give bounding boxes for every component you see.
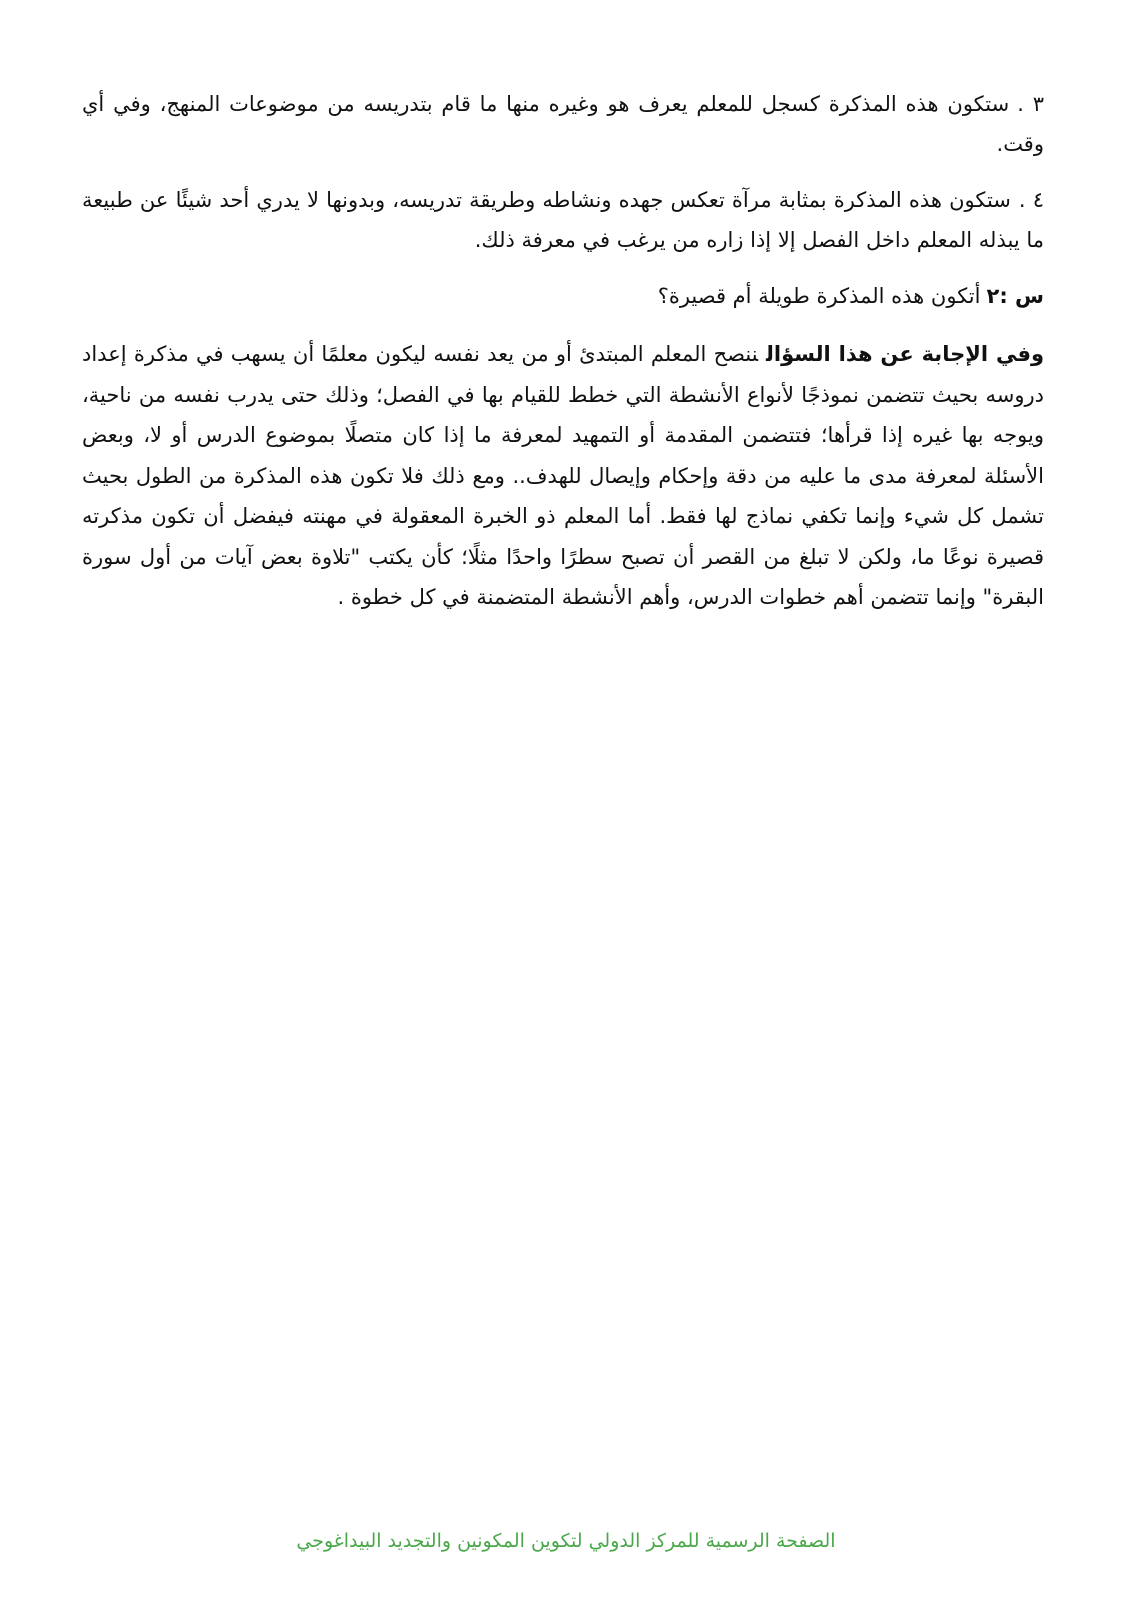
numbered-point-3 [82, 84, 1044, 164]
answer-paragraph [82, 334, 1044, 618]
question-text: أتكون هذه المذكرة طويلة أم قصيرة؟ [657, 284, 981, 308]
question-label: س :٢ [986, 284, 1044, 308]
point-text: ستكون هذه المذكرة بمثابة مرآة تعكس جهده ونشاطه وطريقة تدريسه، وبدونها لا يدري أحد شيئًا عن طبيعة ما يبذله المعلم داخل الفصل إلا إذا زاره من يرغب في معرفة ذلك. [82, 188, 1044, 252]
answer-lead: وفي الإجابة عن هذا السؤال [766, 342, 1044, 366]
point-text: ستكون هذه المذكرة كسجل للمعلم يعرف هو وغيره منها ما قام بتدريسه من موضوعات المنهج، وفي أي وقت. [82, 92, 1044, 156]
page-footer: الصفحة الرسمية للمركز الدولي لتكوين المكونين والتجديد البيداغوجي [296, 1530, 836, 1552]
document-body [82, 84, 1044, 618]
question-heading [82, 276, 1044, 316]
point-number: ٤ . [1018, 188, 1044, 212]
answer-text: ننصح المعلم المبتدئ أو من يعد نفسه ليكون معلمًا أن يسهب في مذكرة إعداد دروسه بحيث تتضمن نموذجًا لأنواع الأنشطة التي خطط للقيام بها في الفصل؛ وذلك حتى يدرب نفسه من ناحية، ويوجه بها غيره إذا قرأها؛ فتتضمن المقدمة أو التمهيد لمعرفة ما إذا كان متصلًا بموضوع الدرس أو لا، وبعض الأسئلة لمعرفة مدى ما عليه من دقة وإحكام وإيصال للهدف.. ومع ذلك فلا تكون هذه المذكرة من الطول بحيث تشمل كل شيء وإنما تكفي نماذج لها فقط. أما المعلم ذو الخبرة المعقولة في مهنته فيفضل أن تكون مذكرته قصيرة نوعًا ما، ولكن لا تبلغ من القصر أن تصبح سطرًا واحدًا مثلًا؛ كأن يكتب "تلاوة بعض آيات من أول سورة البقرة" وإنما تتضمن أهم خطوات الدرس، وأهم الأنشطة المتضمنة في كل خطوة . [82, 342, 1044, 609]
numbered-point-4 [82, 180, 1044, 260]
point-number: ٣ . [1017, 92, 1044, 116]
